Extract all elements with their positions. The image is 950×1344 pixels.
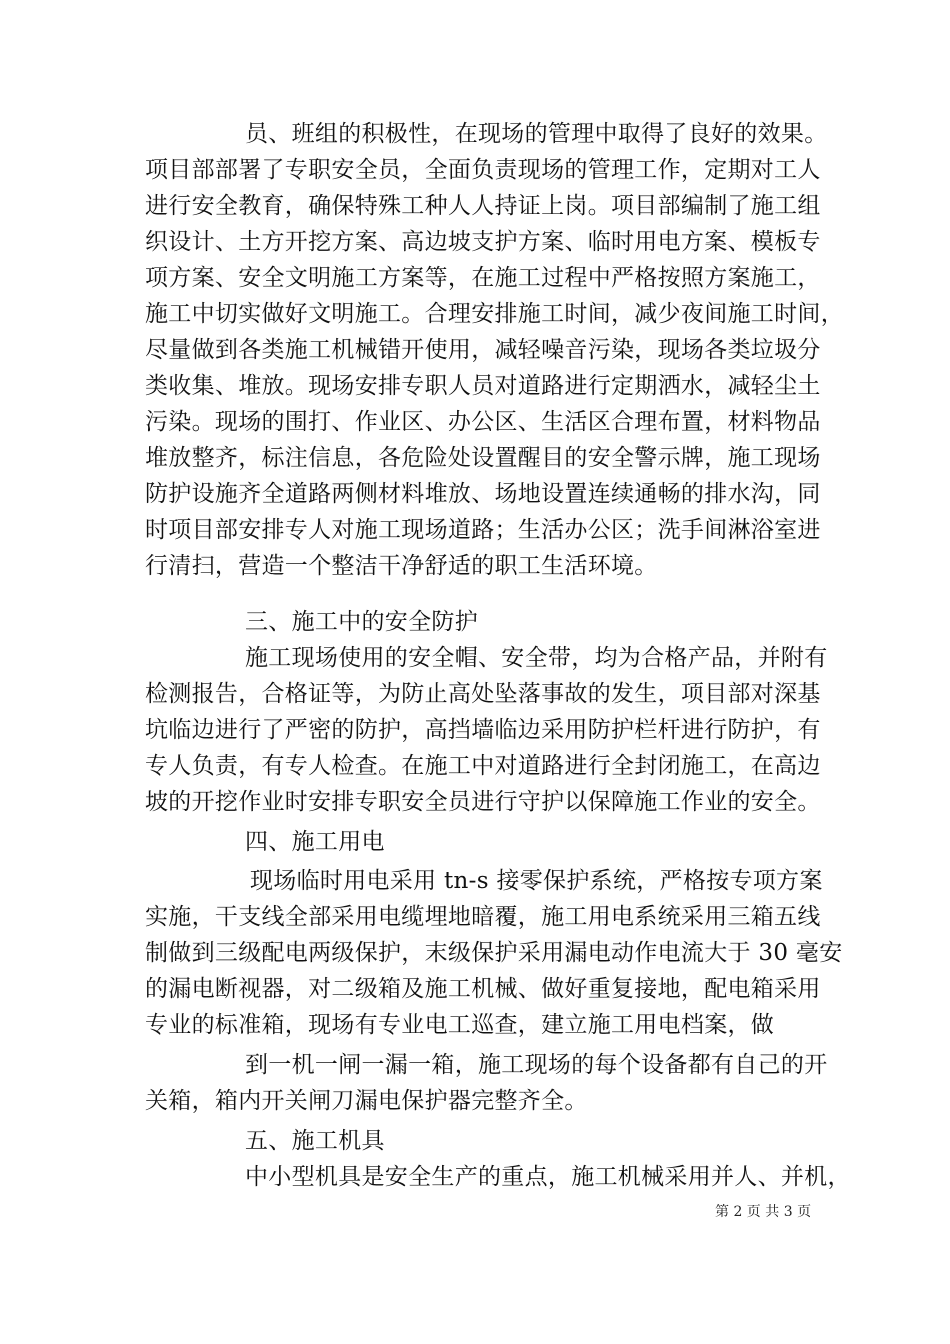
text-line: 类收集、堆放。现场安排专职人员对道路进行定期洒水，减轻尘土 [145, 373, 821, 399]
text-line: 时项目部安排专人对施工现场道路；生活办公区；洗手间淋浴室进 [145, 517, 821, 543]
text-line: 织设计、土方开挖方案、高边坡支护方案、临时用电方案、模板专 [145, 229, 821, 255]
text-line: 现场临时用电采用 tn-s 接零保护系统，严格按专项方案 [250, 868, 823, 894]
text-line: 到一机一闸一漏一箱，施工现场的每个设备都有自己的开 [245, 1052, 828, 1078]
text-line: 项方案、安全文明施工方案等，在施工过程中严格按照方案施工， [145, 265, 821, 291]
text-line: 施工中切实做好文明施工。合理安排施工时间，减少夜间施工时间， [145, 301, 844, 327]
text-line: 检测报告，合格证等，为防止高处坠落事故的发生，项目部对深基 [145, 681, 821, 707]
text-line: 专人负责，有专人检查。在施工中对道路进行全封闭施工，在高边 [145, 753, 821, 779]
page-number-footer: 第 2 页 共 3 页 [715, 1204, 812, 1220]
text-line: 污染。现场的围打、作业区、办公区、生活区合理布置，材料物品 [145, 409, 821, 435]
text-line: 进行安全教育，确保特殊工种人人持证上岗。项目部编制了施工组 [145, 193, 821, 219]
text-line: 堆放整齐，标注信息，各危险处设置醒目的安全警示牌，施工现场 [145, 445, 821, 471]
text-line: 施工现场使用的安全帽、安全带，均为合格产品，并附有 [245, 645, 828, 671]
text-line: 尽量做到各类施工机械错开使用，减轻噪音污染，现场各类垃圾分 [145, 337, 821, 363]
text-line: 的漏电断视器，对二级箱及施工机械、做好重复接地，配电箱采用 [145, 976, 821, 1002]
text-line: 实施，干支线全部采用电缆埋地暗覆，施工用电系统采用三箱五线 [145, 904, 821, 930]
text-line: 中小型机具是安全生产的重点，施工机械采用并人、并机， [245, 1164, 851, 1190]
text-line: 关箱，箱内开关闸刀漏电保护器完整齐全。 [145, 1088, 588, 1114]
text-line: 坑临边进行了严密的防护，高挡墙临边采用防护栏杆进行防护，有 [145, 717, 821, 743]
text-line: 制做到三级配电两级保护，末级保护采用漏电动作电流大于 30 毫安 [145, 940, 843, 966]
text-line: 项目部部署了专职安全员，全面负责现场的管理工作，定期对工人 [145, 157, 821, 183]
text-line: 防护设施齐全道路两侧材料堆放、场地设置连续通畅的排水沟，同 [145, 481, 821, 507]
text-line: 坡的开挖作业时安排专职安全员进行守护以保障施工作业的安全。 [145, 789, 821, 815]
section-heading: 四、施工用电 [245, 829, 385, 855]
text-line: 员、班组的积极性，在现场的管理中取得了良好的效果。 [245, 121, 828, 147]
text-line: 行清扫，营造一个整洁干净舒适的职工生活环境。 [145, 553, 658, 579]
section-heading: 三、施工中的安全防护 [245, 609, 478, 635]
section-heading: 五、施工机具 [245, 1128, 385, 1154]
text-line: 专业的标准箱，现场有专业电工巡查，建立施工用电档案，做 [145, 1012, 775, 1038]
